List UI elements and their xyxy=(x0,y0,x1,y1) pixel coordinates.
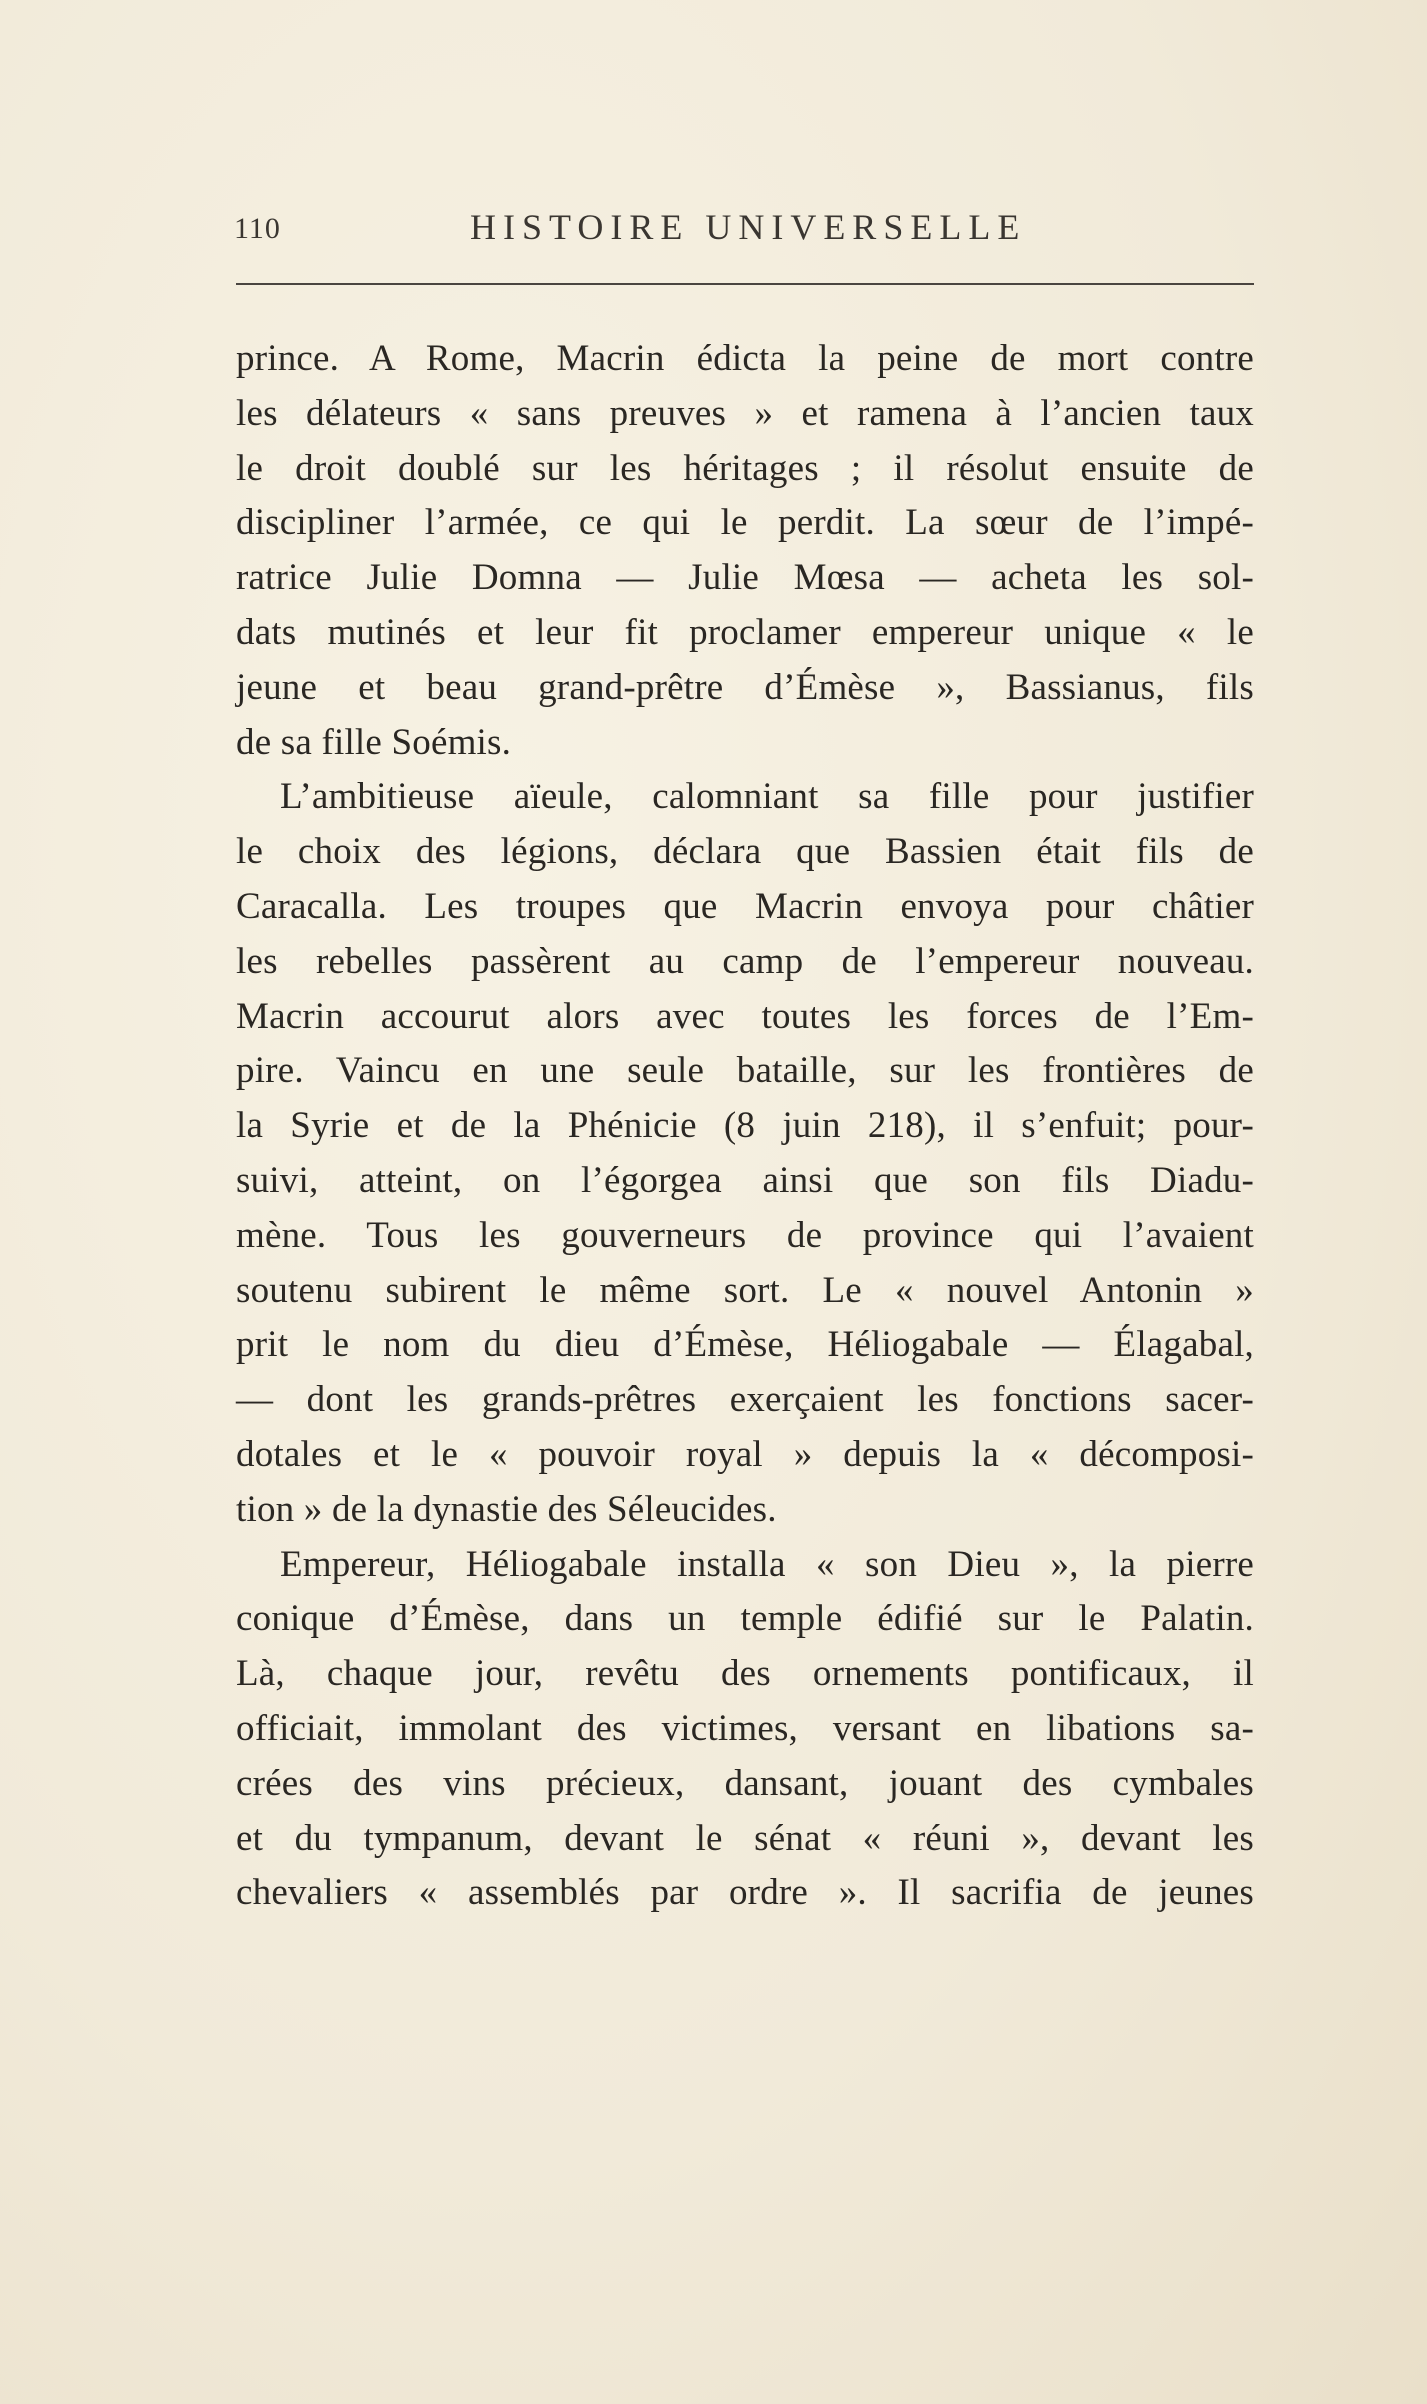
running-title: HISTOIRE UNIVERSELLE xyxy=(470,207,1027,247)
text-line: ratrice Julie Domna — Julie Mœsa — acheta les sol- xyxy=(236,557,1254,599)
body-text xyxy=(236,332,1254,1921)
text-line: Là, chaque jour, revêtu des ornements pontificaux, il xyxy=(236,1653,1254,1695)
text-line: tion » de la dynastie des Séleucides. xyxy=(236,1488,777,1530)
text-line: discipliner l’armée, ce qui le perdit. La sœur de l’impé- xyxy=(236,502,1254,544)
text-line: jeune et beau grand-prêtre d’Émèse », Bassianus, fils xyxy=(236,666,1254,708)
text-line: conique d’Émèse, dans un temple édifié sur le Palatin. xyxy=(236,1598,1254,1640)
text-line: prince. A Rome, Macrin édicta la peine de mort contre xyxy=(236,338,1254,379)
text-line: dotales et le « pouvoir royal » depuis la « décomposi- xyxy=(236,1433,1254,1475)
text-line: crées des vins précieux, dansant, jouant des cymbales xyxy=(236,1762,1254,1804)
text-line: suivi, atteint, on l’égorgea ainsi que son fils Diadu- xyxy=(236,1159,1254,1201)
text-line: le droit doublé sur les héritages ; il résolut ensuite de xyxy=(236,447,1254,489)
text-line: dats mutinés et leur fit proclamer empereur unique « le xyxy=(236,611,1254,653)
header-rule xyxy=(236,283,1254,285)
page-number: 110 xyxy=(234,212,281,245)
text-line: Caracalla. Les troupes que Macrin envoya pour châtier xyxy=(236,885,1254,927)
text-line: le choix des légions, déclara que Bassien était fils de xyxy=(236,831,1254,873)
text-line: pire. Vaincu en une seule bataille, sur les frontières de xyxy=(236,1050,1254,1092)
text-line: les rebelles passèrent au camp de l’empereur nouveau. xyxy=(236,940,1254,982)
text-line: Macrin accourut alors avec toutes les forces de l’Em- xyxy=(236,995,1254,1037)
text-line: officiait, immolant des victimes, versant en libations sa- xyxy=(236,1707,1254,1749)
text-line: chevaliers « assemblés par ordre ». Il sacrifia de jeunes xyxy=(236,1872,1254,1914)
text-line: et du tympanum, devant le sénat « réuni », devant les xyxy=(236,1817,1254,1859)
text-line: — dont les grands-prêtres exerçaient les fonctions sacer- xyxy=(236,1379,1254,1421)
paragraph-start-line: Empereur, Héliogabale installa « son Dieu », la pierre xyxy=(280,1543,1254,1585)
text-line: soutenu subirent le même sort. Le « nouvel Antonin » xyxy=(236,1269,1254,1311)
text-line: de sa fille Soémis. xyxy=(236,721,512,763)
text-line: les délateurs « sans preuves » et ramena à l’ancien taux xyxy=(236,392,1254,434)
paragraph-start-line: L’ambitieuse aïeule, calomniant sa fille pour justifier xyxy=(280,776,1254,818)
text-line: mène. Tous les gouverneurs de province qui l’avaient xyxy=(236,1214,1254,1256)
text-line: la Syrie et de la Phénicie (8 juin 218), il s’enfuit; pour- xyxy=(236,1105,1254,1147)
text-line: prit le nom du dieu d’Émèse, Héliogabale — Élagabal, xyxy=(236,1324,1254,1366)
page-header xyxy=(234,207,1252,262)
